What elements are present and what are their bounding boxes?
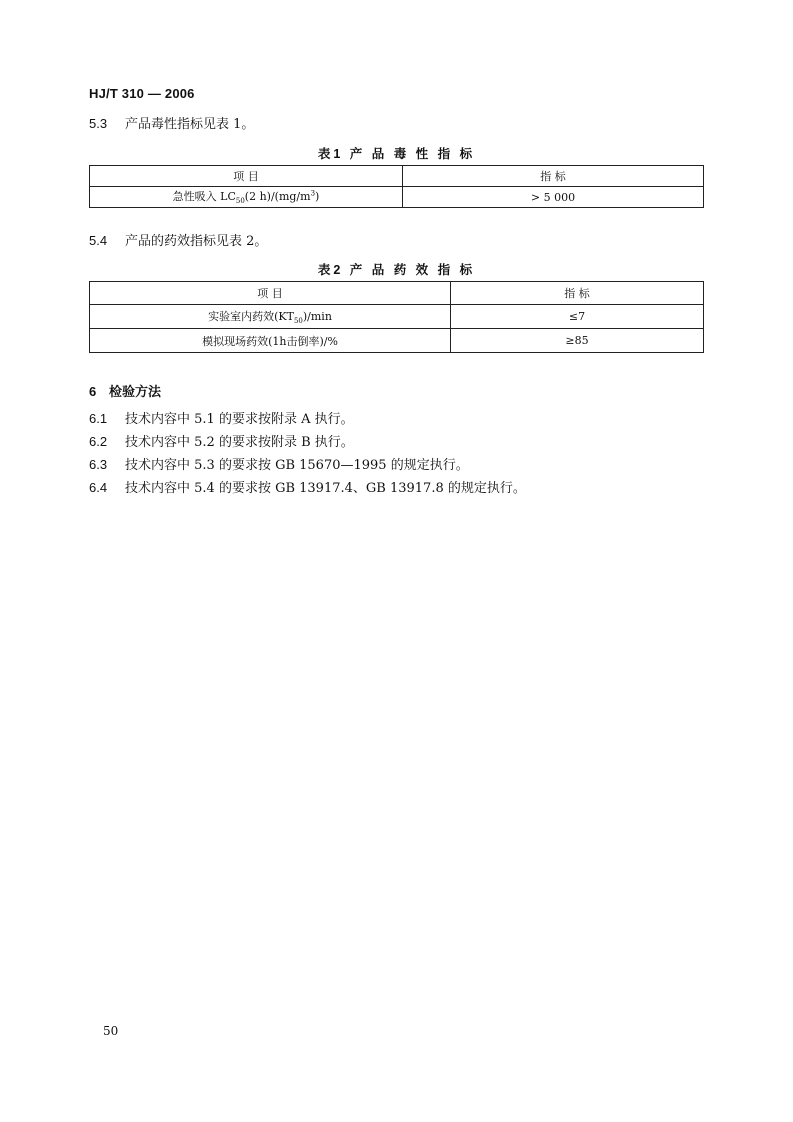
row-item: 实验室内药效$(KT_{50})/\min$ <box>90 305 451 329</box>
paragraph-6-1 <box>89 410 354 429</box>
table1 <box>89 165 704 208</box>
table1-caption: 表1 产 品 毒 性 指 标 <box>317 147 476 161</box>
table-header-row <box>90 282 704 305</box>
paragraph-5-3 <box>89 115 254 134</box>
paragraph-5-4 <box>89 232 267 251</box>
table-row <box>90 329 704 353</box>
paragraph-6-3 <box>89 456 469 475</box>
clause-text: 技术内容中 5.1 的要求按附录 A 执行。 <box>125 412 354 427</box>
section-title: 检验方法 <box>109 384 162 399</box>
clause-number: 6.3 <box>89 457 108 472</box>
clause-text: 技术内容中 5.2 的要求按附录 B 执行。 <box>125 435 354 450</box>
row-item: 模拟现场药效(1h击倒率)/% <box>90 329 451 353</box>
paragraph-6-4 <box>89 479 526 498</box>
clause-number: 6.4 <box>89 480 108 495</box>
row-value: ≥85 <box>451 329 704 353</box>
header-value: 指 标 <box>403 166 704 187</box>
clause-text: 技术内容中 5.4 的要求按 GB 13917.4、GB 13917.8 的规定执行。 <box>125 481 526 496</box>
table2 <box>89 281 704 353</box>
section-heading-6 <box>89 381 161 400</box>
header-item: 项 目 <box>90 282 451 305</box>
header-value: 指 标 <box>451 282 704 305</box>
table2-caption: 表2 产 品 药 效 指 标 <box>317 263 476 277</box>
header-item: 项 目 <box>90 166 403 187</box>
clause-number: 5.3 <box>89 116 108 131</box>
clause-text: 产品的药效指标见表 2。 <box>125 234 268 249</box>
row-value: > 5 000 <box>403 187 704 208</box>
row-item: 急性吸入 $LC_{50}(2$ $h)/(mg/m^3)$ <box>90 187 403 208</box>
clause-text: 技术内容中 5.3 的要求按 GB 15670—1995 的规定执行。 <box>125 458 469 473</box>
document-header: HJ/T 310 — 2006 <box>89 86 195 101</box>
clause-number: 6.1 <box>89 411 108 426</box>
page-number: 50 <box>103 1024 119 1038</box>
table-header-row <box>90 166 704 187</box>
clause-text: 产品毒性指标见表 1。 <box>125 117 255 132</box>
clause-number: 5.4 <box>89 233 108 248</box>
table-row <box>90 305 704 329</box>
table-row <box>90 187 704 208</box>
paragraph-6-2 <box>89 433 354 452</box>
section-number: 6 <box>89 384 97 399</box>
clause-number: 6.2 <box>89 434 108 449</box>
row-value: ≤7 <box>451 305 704 329</box>
